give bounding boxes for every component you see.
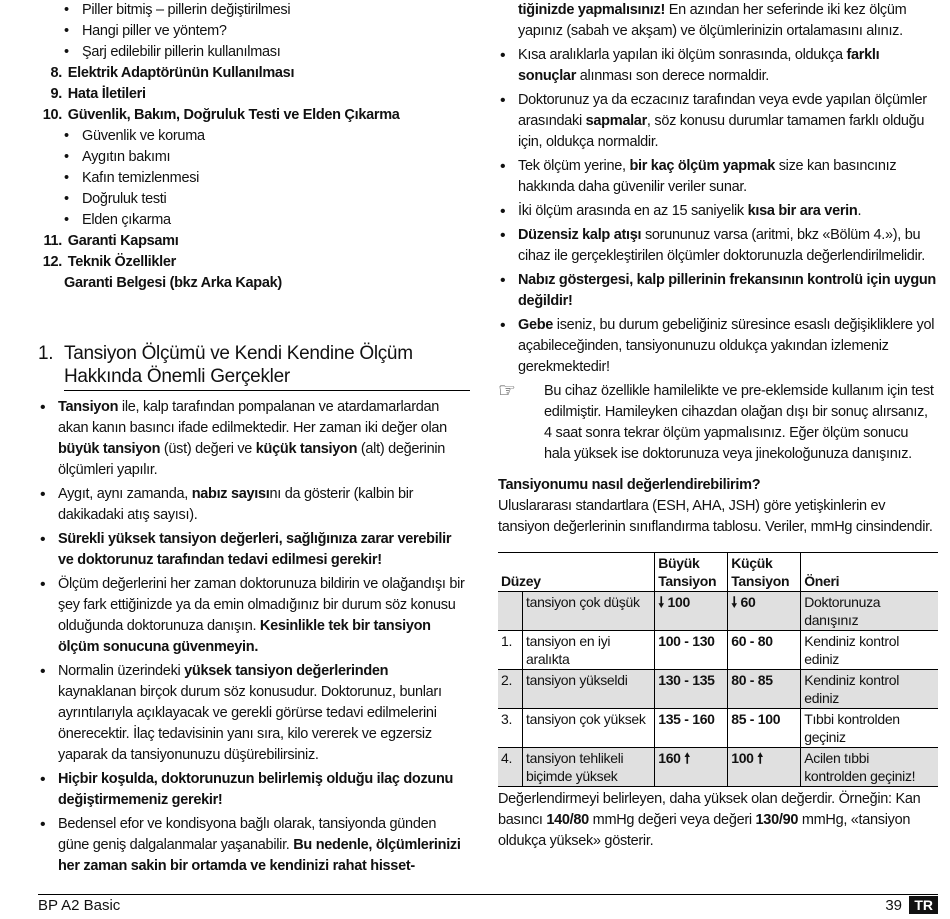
table-row: 1. tansiyon en iyi aralıkta 100 - 130 60 - 80 Kendiniz kontrol ediniz xyxy=(498,631,938,670)
header-diastolic: Küçük Tansiyon xyxy=(728,553,801,592)
table-intro: Uluslararası standartlara (ESH, AHA, JSH) göre yetişkinlerin ev tansiyon değerlerinin sınıflandırma tablosu. Veriler, mmHg cinsindendir. xyxy=(498,498,933,535)
bullet-doctor: • Ölçüm değerlerini her zaman doktorunuza bildirin ve olağandışı bir şey fark ettiğinizde ya da emin olmadığınız bir durum söz konusu olduğunda doktorunuza danışın. Kesinlikle tek bir tansiyon ölçüm sonucuna güvenmeyin. xyxy=(38,574,470,658)
pointing-hand-icon: ☞ xyxy=(498,380,516,402)
toc-subitem: • Doğruluk testi xyxy=(38,189,470,210)
footer-model: BP A2 Basic xyxy=(38,897,121,914)
toc-subitem: • Kafın temizlenmesi xyxy=(38,168,470,189)
bullet-dose-warning: • Hiçbir koşulda, doktorunuzun belirlemiş olduğu ilaç dozunu değiştirmemeniz gerekir! xyxy=(38,769,470,811)
section-title: 1. Tansiyon Ölçümü ve Kendi Kendine Ölçüm Hakkında Önemli Gerçekler xyxy=(38,343,413,387)
table-row: 3. tansiyon çok yüksek 135 - 160 85 - 100 Tıbbi kontrolden geçiniz xyxy=(498,709,938,748)
header-level: Düzey xyxy=(498,553,655,592)
bullet-arrhythmia: • Düzensiz kalp atışı sorununuz varsa (aritmi, bkz «Bölüm 4.»), bu cihaz ile gerçekleştirilen ölçümler doktorunuzla değerlendirilmelidir. xyxy=(498,225,938,267)
classification-table xyxy=(498,552,938,787)
language-badge: TR xyxy=(909,896,938,914)
bullet-fluctuation: • Bedensel efor ve kondisyona bağlı olarak, tansiyonda günden güne geniş dalgalanmalar yaşanabilir. Bu nedenle, ölçümlerinizi her zaman sakin bir ortamda ve kendinizi rahat hisset- xyxy=(38,814,470,877)
header-advice: Öneri xyxy=(801,553,938,592)
bullet-deviations: • Doktorunuz ya da eczacınız tarafından veya evde yapılan ölçümler arasındaki sapmalar, söz konusu durumlar tamamen farklı olduğu için, oldukça normaldir. xyxy=(498,90,938,153)
table-row: tansiyon çok düşük 🠗 100 🠗 60 Doktorunuza danışınız xyxy=(498,592,938,631)
bullet-nabiz: • Aygıt, aynı zamanda, nabız sayısını da gösterir (kalbin bir dakikadaki atış sayısı). xyxy=(38,484,470,526)
toc-item-12-extra: Garanti Belgesi (bkz Arka Kapak) xyxy=(64,275,282,291)
bullet-pause: • İki ölçüm arasında en az 15 saniyelik kısa bir ara verin. xyxy=(498,201,938,222)
toc-item-9: 9. Hata İletileri xyxy=(50,86,146,102)
table-header-row xyxy=(498,553,938,592)
toc-subitem: • Güvenlik ve koruma xyxy=(38,126,470,147)
right-column xyxy=(498,0,938,852)
toc-item-10-list xyxy=(38,126,470,231)
table-row: 2. tansiyon yükseldi 130 - 135 80 - 85 Kendiniz kontrol ediniz xyxy=(498,670,938,709)
toc-subitem: • Şarj edilebilir pillerin kullanılması xyxy=(38,42,470,63)
bullet-high-values: • Normalin üzerindeki yüksek tansiyon değerlerinden kaynaklanan birçok durum söz konusudur. Doktorunuz, bunları ayrıntılarıyla açıklayacak ve gerekli görürse tedavi edilmelerini önerecektir. İlaç tedavisinin yanı sıra, kilo vererek ve egzersiz yaparak da tansiyonunuzu düşürebilirsiniz. xyxy=(38,661,470,766)
section-bullets xyxy=(38,397,470,877)
bullet-fluctuation-cont: tiğinizde yapmalısınız! En azından her seferinde iki kez ölçüm yapınız (sabah ve akşam) ve ölçümlerinizin ortalamasını alınız. xyxy=(518,2,907,39)
evaluation-note: Değerlendirmeyi belirleyen, daha yüksek olan değerdir. Örneğin: Kan basıncı 140/80 mmHg değeri veya değeri 130/90 mmHg, «tansiyon oldukça yüksek» gösterir. xyxy=(498,791,921,849)
bullet-different-results: • Kısa aralıklarla yapılan iki ölçüm sonrasında, oldukça farklı sonuçlar alınması son derece normaldir. xyxy=(498,45,938,87)
toc-item-11: 11. Garanti Kapsamı xyxy=(43,233,179,249)
toc-battery-list xyxy=(38,0,470,63)
bullet-warning-high: • Sürekli yüksek tansiyon değerleri, sağlığınıza zarar verebilir ve doktorunuz tarafından tedavi edilmesi gerekir! xyxy=(38,529,470,571)
right-bullets xyxy=(498,45,938,378)
bullet-tansiyon: • Tansiyon ile, kalp tarafından pompalanan ve atardamarlardan akan kanın basıncı ifade edilmektedir. Her zaman iki değer olan büyük tansiyon (üst) değeri ve küçük tansiyon (alt) değerinin ölçümleri yapılır. xyxy=(38,397,470,481)
toc-subitem: • Hangi piller ve yöntem? xyxy=(38,21,470,42)
toc-item-10: 10. Güvenlik, Bakım, Doğruluk Testi ve Elden Çıkarma xyxy=(42,107,400,123)
header-systolic: Büyük Tansiyon xyxy=(655,553,728,592)
toc-subitem: • Elden çıkarma xyxy=(38,210,470,231)
page-number: 39 xyxy=(885,897,902,914)
table-row: 4. tansiyon tehlikeli biçimde yüksek 160 🠕 100 🠕 Acilen tıbbi kontrolden geçiniz! xyxy=(498,748,938,787)
section-rule xyxy=(64,390,470,391)
subheading: Tansiyonumu nasıl değerlendirebilirim? xyxy=(498,477,761,493)
bullet-pregnancy: • Gebe iseniz, bu durum gebeliğiniz süresince esaslı değişikliklere yol açabileceğinden, tansiyonunuzu oldukça yakından izlemeniz gerekmektedir! xyxy=(498,315,938,378)
toc-item-12: 12. Teknik Özellikler xyxy=(42,254,177,270)
toc-subitem: • Aygıtın bakımı xyxy=(38,147,470,168)
pregnancy-note: ☞ Bu cihaz özellikle hamilelikte ve pre-eklemside kullanım için test edilmiştir. Hamileyken cihazdan olağan dışı bir sonuç alırsanız, 4 saat sonra tekrar ölçüm yapmalısınız. Eğer ölçüm sonucu hala yüksek ise doktorunuza veya jinekoloğunuza danışınız. xyxy=(498,380,934,462)
left-column xyxy=(38,0,470,880)
bullet-multiple: • Tek ölçüm yerine, bir kaç ölçüm yapmak size kan basıncınız hakkında daha güvenilir veriler sunar. xyxy=(498,156,938,198)
bullet-pacemaker: • Nabız göstergesi, kalp pillerinin frekansının kontrolü için uygun değildir! xyxy=(498,270,938,312)
toc-item-8: 8. Elektrik Adaptörünün Kullanılması xyxy=(50,65,295,81)
page-footer xyxy=(38,894,938,919)
toc-subitem: • Piller bitmiş – pillerin değiştirilmesi xyxy=(38,0,470,21)
